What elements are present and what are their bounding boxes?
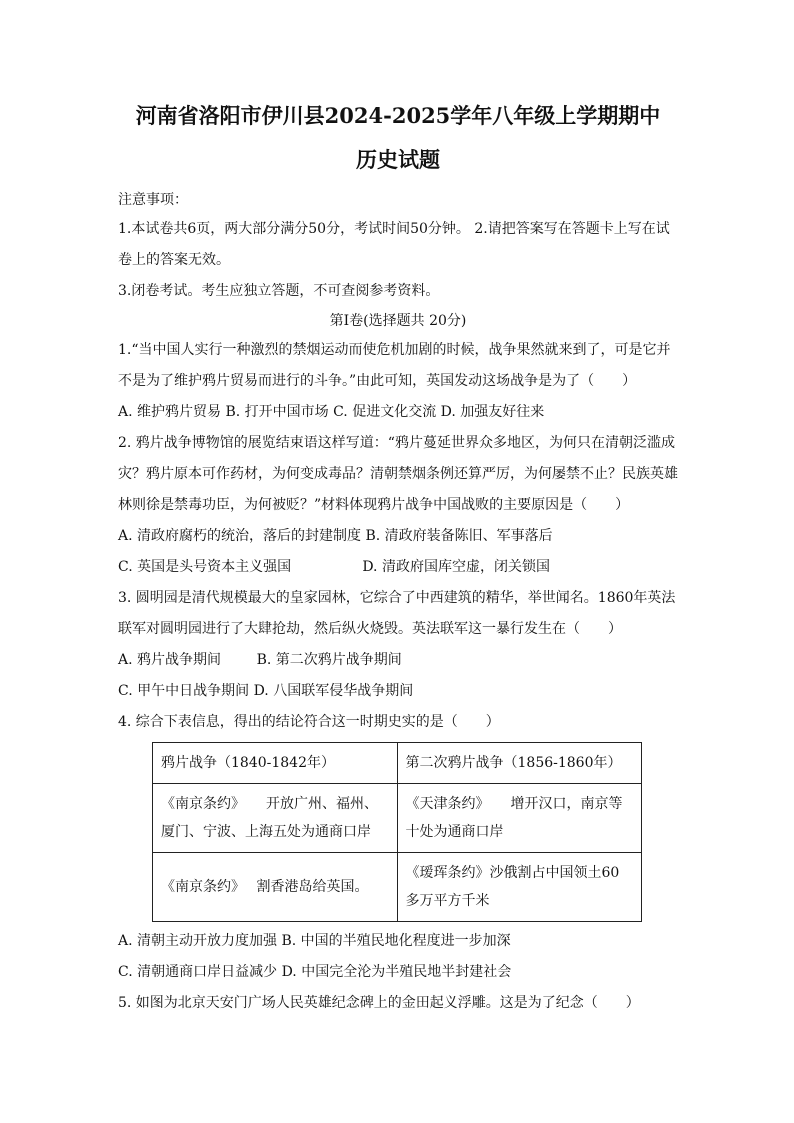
q3-options2: C. 甲午中日战争期间 D. 八国联军侵华战争期间 <box>118 683 414 699</box>
q3-options1: A. 鸦片战争期间 B. 第二次鸦片战争期间 <box>118 652 402 668</box>
q1-line2: 不是为了维护鸦片贸易而进行的斗争。”由此可知，英国发动这场战争是为了（ ） <box>118 373 637 389</box>
table-row <box>153 853 642 922</box>
table-cell: 《天津条约》 增开汉口，南京等十处为通商口岸 <box>397 784 642 853</box>
q4-stem: 4. 综合下表信息，得出的结论符合这一时期史实的是（ ） <box>118 714 500 730</box>
notice-item1-line2: 卷上的答案无效。 <box>118 252 230 268</box>
exam-page <box>118 100 678 1019</box>
table-header-cell: 鸦片战争（1840-1842年） <box>153 743 398 784</box>
q4-info-table <box>152 742 642 922</box>
notice-item3: 3.闭卷考试。考生应独立答题，不可查阅参考资料。 <box>118 283 440 299</box>
exam-title-line2: 历史试题 <box>356 147 440 172</box>
q3-line2: 联军对圆明园进行了大肆抢劫，然后纵火烧毁。英法联军这一暴行发生在（ ） <box>118 621 622 637</box>
table-cell: 《南京条约》 割香港岛给英国。 <box>153 853 398 922</box>
q5-stem: 5. 如图为北京天安门广场人民英雄纪念碑上的金田起义浮雕。这是为了纪念（ ） <box>118 995 640 1011</box>
q1-line1: 1.“当中国人实行一种激烈的禁烟运动而使危机加剧的时候，战争果然就来到了，可是它并 <box>118 342 671 358</box>
table-cell: 《南京条约》 开放广州、福州、厦门、宁波、上海五处为通商口岸 <box>153 784 398 853</box>
q4-options1: A. 清朝主动开放力度加强 B. 中国的半殖民地化程度进一步加深 <box>118 933 511 949</box>
q2-options1: A. 清政府腐朽的统治，落后的封建制度 B. 清政府装备陈旧、军事落后 <box>118 528 553 544</box>
q2-line3: 林则徐是禁毒功臣，为何被贬？”材料体现鸦片战争中国战败的主要原因是（ ） <box>118 497 630 513</box>
table-header-cell: 第二次鸦片战争（1856-1860年） <box>397 743 642 784</box>
q3-line1: 3. 圆明园是清代规模最大的皇家园林，它综合了中西建筑的精华，举世闻名。1860年英法 <box>118 590 676 606</box>
notice-heading: 注意事项： <box>118 192 188 208</box>
q2-line1: 2. 鸦片战争博物馆的展览结束语这样写道：“鸦片蔓延世界众多地区，为何只在清朝泛滥成 <box>118 435 675 451</box>
q1-options: A. 维护鸦片贸易 B. 打开中国市场 C. 促进文化交流 D. 加强友好往来 <box>118 404 545 420</box>
table-cell: 《瑷珲条约》沙俄割占中国领土60多万平方千米 <box>397 853 642 922</box>
notice-item1-line1: 1.本试卷共6页，两大部分满分50分，考试时间50分钟。 2.请把答案写在答题卡上写在试 <box>118 221 670 237</box>
section-label: 第Ⅰ卷(选择题共 20分) <box>329 313 467 329</box>
q4-options2: C. 清朝通商口岸日益减少 D. 中国完全沦为半殖民地半封建社会 <box>118 964 512 980</box>
q2-line2: 灾？鸦片原本可作药材，为何变成毒品？清朝禁烟条例还算严厉，为何屡禁不止？民族英雄 <box>118 466 678 482</box>
table-header-row <box>153 743 642 784</box>
q2-options2: C. 英国是头号资本主义强国 D. 清政府国库空虚，闭关锁国 <box>118 559 550 575</box>
exam-title-line1: 河南省洛阳市伊川县2024-2025学年八年级上学期期中 <box>135 103 661 128</box>
table-row <box>153 784 642 853</box>
